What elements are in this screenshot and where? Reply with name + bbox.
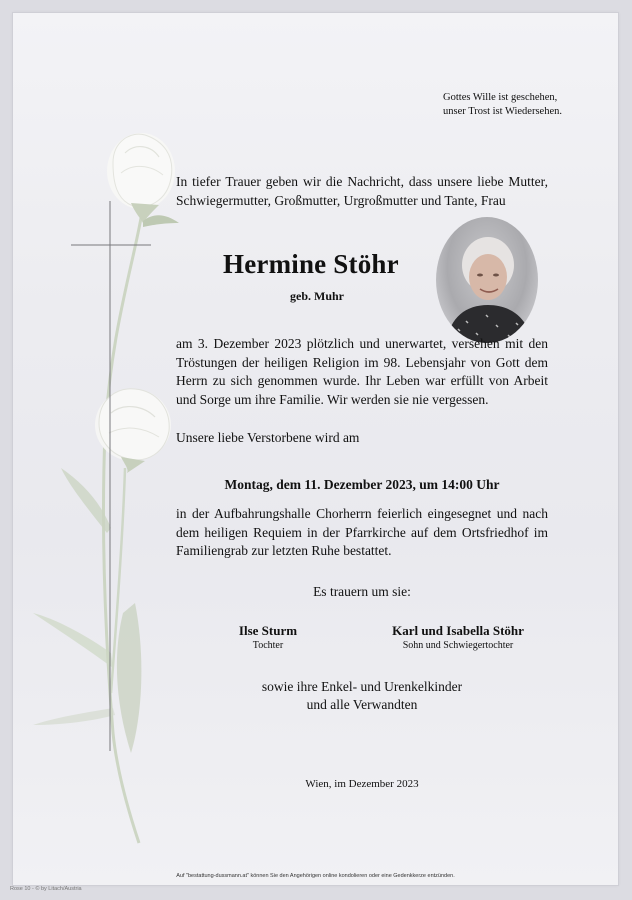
funeral-intro: Unsere liebe Verstorbene wird am (176, 430, 360, 445)
other-mourners (176, 678, 548, 714)
place-date: Wien, im Dezember 2023 (305, 778, 419, 790)
other-mourners-line: sowie ihre Enkel- und Urenkelkinder (261, 679, 463, 694)
other-mourners-line: und alle Verwandten (306, 697, 418, 712)
motto-line: unser Trost ist Wiedersehen. (443, 106, 562, 117)
intro-text: In tiefer Trauer geben wir die Nachricht, dass unsere liebe Mutter, Schwiegermutter, Großmutter, Urgroßmutter und Tante, Frau (176, 174, 548, 208)
mourning-heading: Es trauern um sie: (313, 584, 411, 599)
deceased-name: Hermine Stöhr (223, 249, 399, 279)
image-credit: Rose 10 - © by Litach/Austria (10, 886, 82, 892)
portrait-photo (436, 217, 538, 343)
motto-verse (443, 91, 562, 119)
maiden-name: geb. Muhr (290, 289, 344, 303)
mourner-2 (363, 623, 553, 652)
deceased-portrait (436, 217, 538, 343)
mourner-name: Ilse Sturm (238, 623, 298, 638)
mourner-name: Karl und Isabella Stöhr (392, 623, 524, 638)
announcement-text: am 3. Dezember 2023 plötzlich und unerwartet, versehen mit den Tröstungen der heiligen Religion im 98. Lebensjahr von Gott dem Herrn zu sich genommen wurde. Ihr Leben war erfüllt von Arbeit und Sorge um ihre Familie. Wir werden sie nie vergessen. (176, 336, 548, 407)
mourner-relation: Sohn und Schwiegertochter (402, 640, 514, 651)
parte-sheet (13, 13, 618, 885)
condolence-footer: Auf "bestattung-dussmann.at" können Sie den Angehörigen online kondolieren oder eine Gedenkkerze entzünden. (176, 873, 455, 879)
funeral-details: in der Aufbahrungshalle Chorherrn feierlich eingesegnet und nach dem heiligen Requiem in der Pfarrkirche auf dem Ortsfriedhof im Familiengrab zur letzten Ruhe bestattet. (176, 506, 548, 558)
funeral-date: Montag, dem 11. Dezember 2023, um 14:00 Uhr (224, 477, 500, 492)
motto-line: Gottes Wille ist geschehen, (443, 92, 558, 103)
mourner-relation: Tochter (252, 640, 284, 651)
white-rose-cross-illustration (13, 13, 273, 885)
mourner-1 (193, 623, 343, 652)
